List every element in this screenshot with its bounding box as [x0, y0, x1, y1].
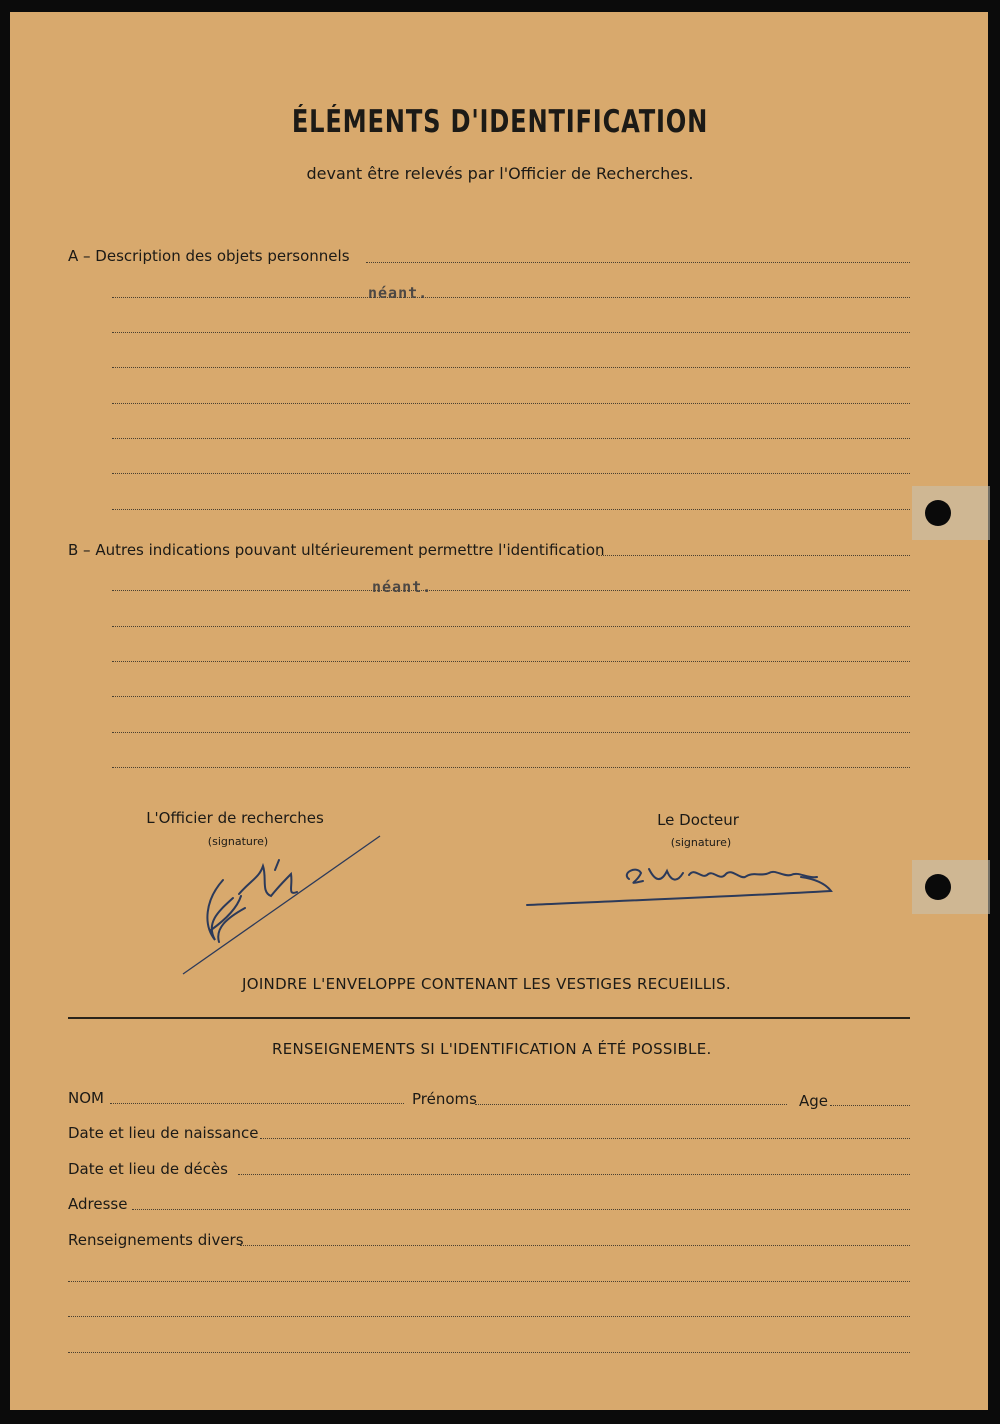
- section-a-line-1[interactable]: [366, 262, 910, 263]
- divers-field-4[interactable]: [68, 1352, 910, 1353]
- section-b-line-4[interactable]: [112, 661, 910, 662]
- officer-signature-title: L'Officier de recherches: [146, 809, 324, 827]
- age-field[interactable]: [830, 1105, 910, 1106]
- divers-field-1[interactable]: [240, 1245, 910, 1246]
- section-a-line-4[interactable]: [112, 367, 910, 368]
- divers-field-3[interactable]: [68, 1316, 910, 1317]
- doctor-handwritten-signature: [525, 855, 845, 915]
- prenoms-label: Prénoms: [412, 1090, 477, 1108]
- divers-label: Renseignements divers: [68, 1231, 244, 1249]
- age-label: Age: [799, 1092, 829, 1110]
- form-sheet: [10, 12, 988, 1410]
- section-b-line-2[interactable]: [112, 590, 910, 591]
- section-b-line-5[interactable]: [112, 696, 910, 697]
- section-b-typed-value: néant.: [372, 578, 433, 596]
- enclosure-instruction: JOINDRE L'ENVELOPPE CONTENANT LES VESTIGES RECUEILLIS.: [242, 975, 731, 993]
- page-title: ÉLÉMENTS D'IDENTIFICATION: [291, 104, 709, 140]
- officer-signature-note: (signature): [207, 835, 269, 848]
- section-b-label: B – Autres indications pouvant ultérieurement permettre l'identification: [68, 541, 605, 559]
- deces-label: Date et lieu de décès: [68, 1160, 228, 1178]
- prenoms-field[interactable]: [475, 1104, 787, 1105]
- section-b-line-3[interactable]: [112, 626, 910, 627]
- section-a-line-6[interactable]: [112, 438, 910, 439]
- section-a-line-5[interactable]: [112, 403, 910, 404]
- identification-heading: RENSEIGNEMENTS SI L'IDENTIFICATION A ÉTÉ POSSIBLE.: [272, 1040, 712, 1058]
- section-divider: [68, 1017, 910, 1019]
- section-b-line-7[interactable]: [112, 767, 910, 768]
- doctor-signature-note: (signature): [670, 836, 732, 849]
- section-b-line-6[interactable]: [112, 732, 910, 733]
- section-a-line-2[interactable]: [112, 297, 910, 298]
- section-a-typed-value: néant.: [368, 284, 429, 302]
- adresse-label: Adresse: [68, 1195, 128, 1213]
- deces-field[interactable]: [238, 1174, 910, 1175]
- punch-hole-lower: [925, 874, 951, 900]
- section-b-line-1[interactable]: [598, 555, 910, 556]
- divers-field-2[interactable]: [68, 1281, 910, 1282]
- naissance-label: Date et lieu de naissance: [68, 1124, 259, 1142]
- section-a-line-8[interactable]: [112, 509, 910, 510]
- section-a-line-3[interactable]: [112, 332, 910, 333]
- page-subtitle: devant être relevés par l'Officier de Recherches.: [306, 164, 694, 183]
- officer-handwritten-signature: [175, 830, 395, 980]
- naissance-field[interactable]: [260, 1138, 910, 1139]
- section-a-line-7[interactable]: [112, 473, 910, 474]
- punch-mark-lower: [912, 860, 990, 914]
- punch-hole-upper: [925, 500, 951, 526]
- doctor-signature-title: Le Docteur: [657, 811, 739, 829]
- section-a-label: A – Description des objets personnels: [68, 247, 350, 265]
- punch-mark-upper: [912, 486, 990, 540]
- adresse-field[interactable]: [132, 1209, 910, 1210]
- nom-label: NOM: [68, 1089, 104, 1107]
- nom-field[interactable]: [110, 1103, 404, 1104]
